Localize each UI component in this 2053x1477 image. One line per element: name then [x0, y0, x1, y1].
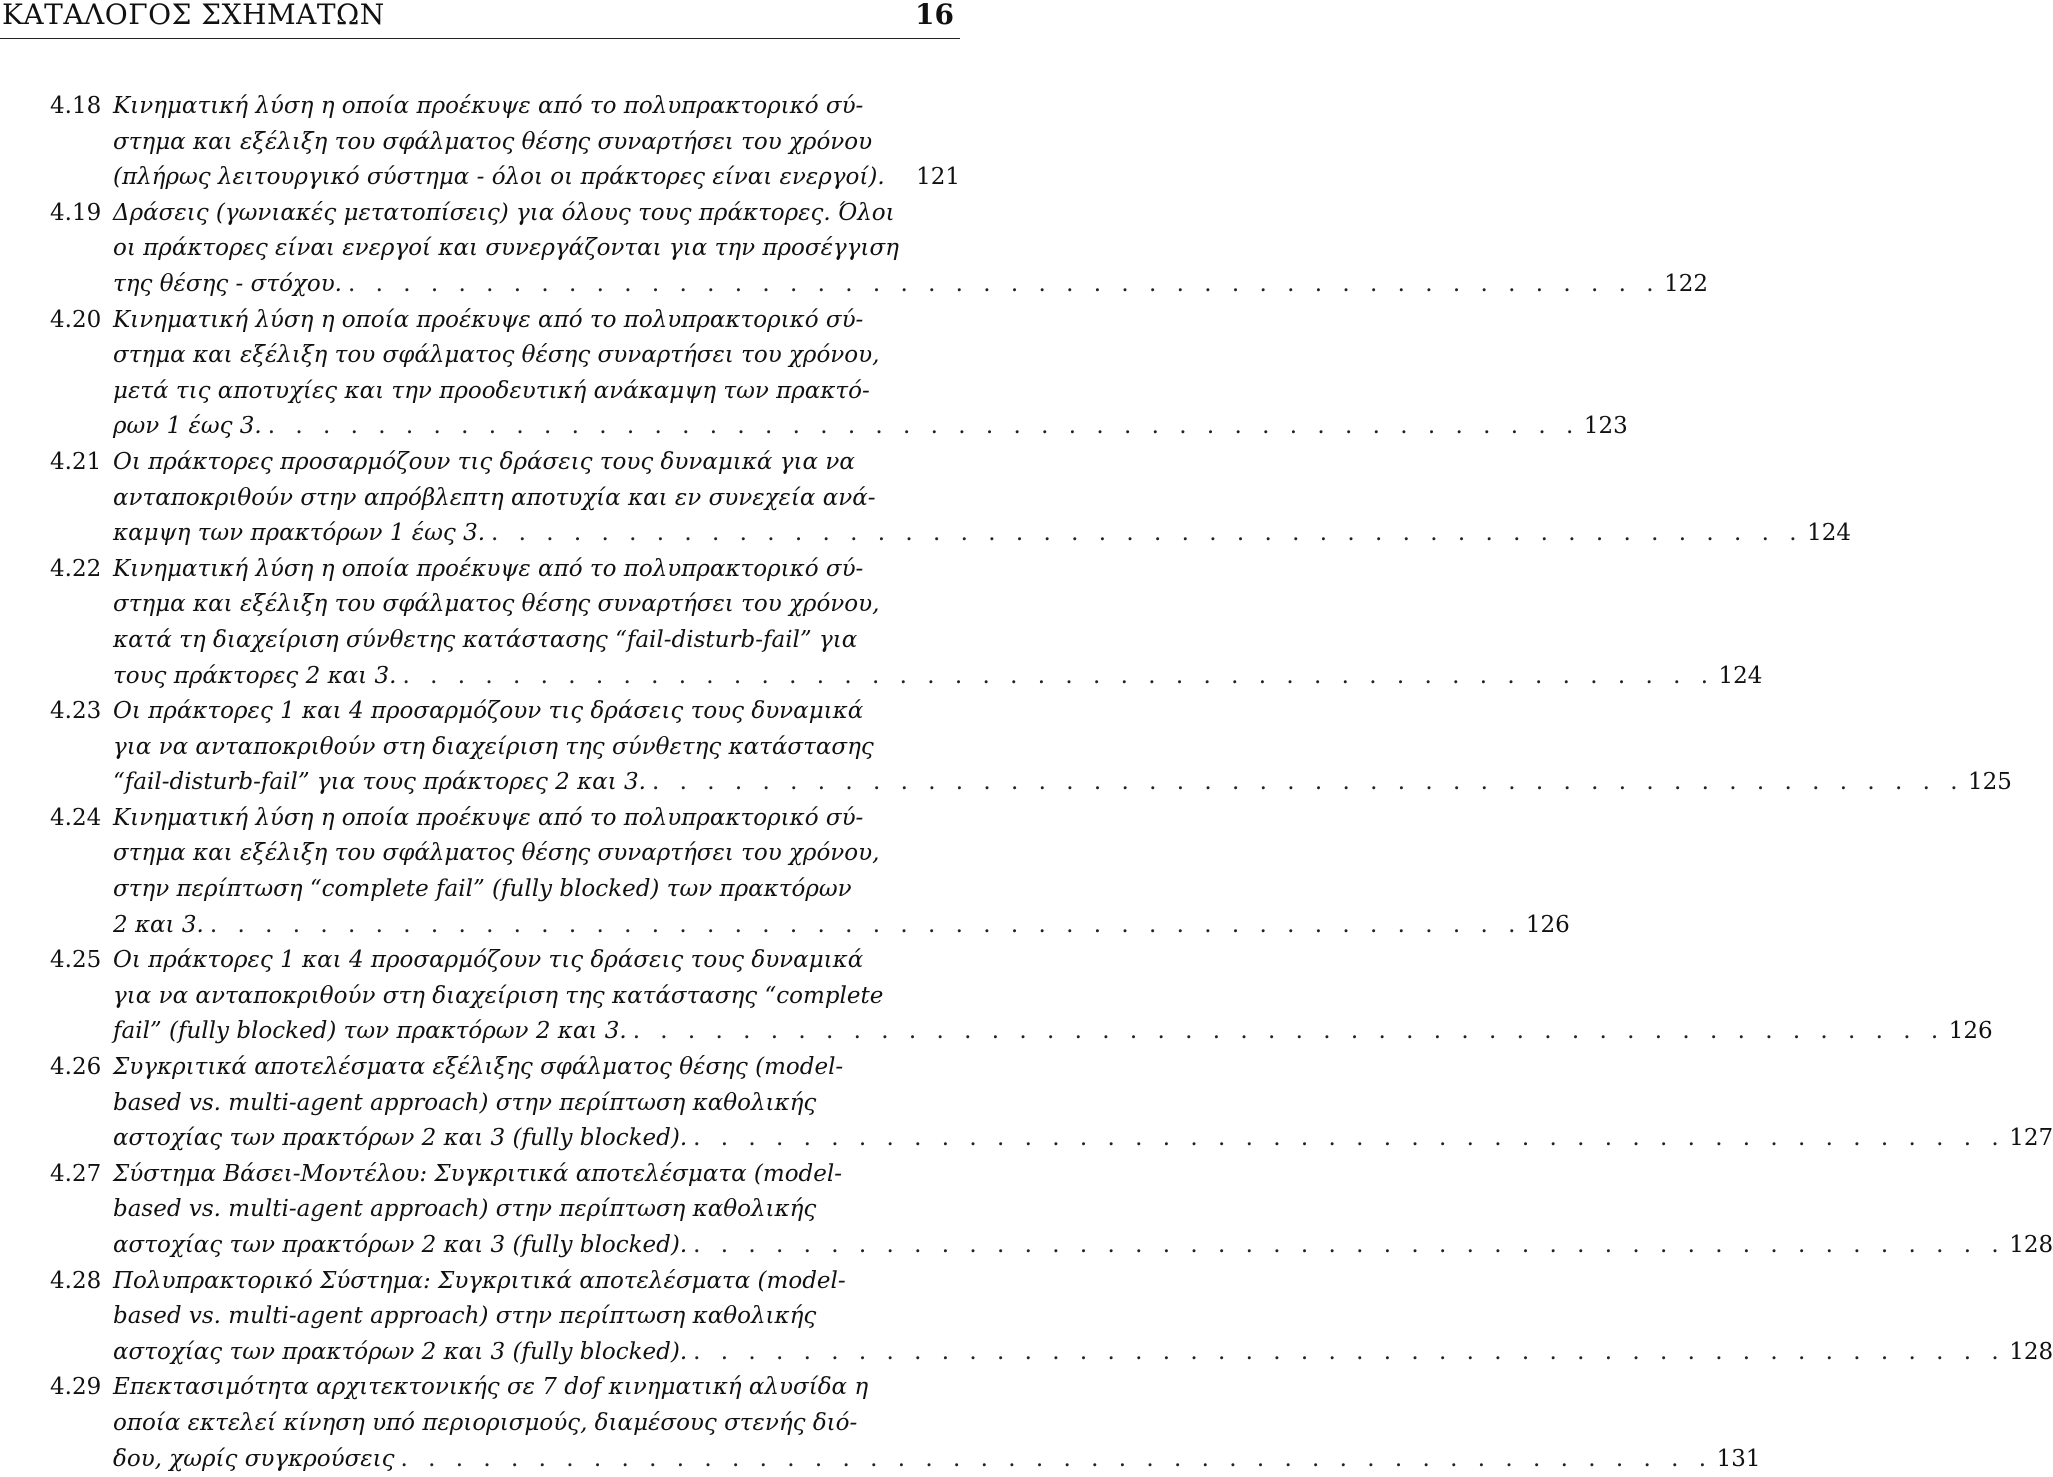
dot-leader: . . . . . . . . . . . . . . . . . . . . . . . . . . . . . . . . . . . . . . . . . . . . . . . .: [400, 1445, 1713, 1472]
figure-page-number[interactable]: 127: [2009, 1125, 2053, 1152]
figure-page-number[interactable]: 131: [1716, 1445, 1761, 1472]
figure-caption-line: based vs. multi-agent approach) στην περίπτωση καθολικής: [113, 1196, 817, 1223]
figure-caption-line: [113, 516, 1852, 552]
figure-number: 4.20: [50, 306, 102, 333]
dot-leader: . . . . . . . . . . . . . . . . . . . . . . . . . . . . . . . . . . . . . . . . . . . . . . . .: [491, 520, 1804, 547]
figure-number: 4.21: [50, 448, 102, 475]
page-header: [0, 0, 960, 34]
figure-entry[interactable]: [0, 1157, 2053, 1264]
figure-caption-line: based vs. multi-agent approach) στην περίπτωση καθολικής: [113, 1089, 817, 1116]
figure-caption-line: στημα και εξέλιξη του σφάλματος θέσης συναρτήσει του χρόνου,: [113, 591, 880, 618]
figure-page-number[interactable]: 122: [1664, 270, 1708, 297]
figure-caption-text: της θέσης - στόχου.: [113, 270, 342, 297]
figure-caption-text: δου, χωρίς συγκρούσεις: [113, 1445, 395, 1472]
figure-caption-line: οποία εκτελεί κίνηση υπό περιορισμούς, διαμέσους στενής διό-: [113, 1409, 858, 1436]
figure-caption-line: ανταποκριθούν στην απρόβλεπτη αποτυχία και εν συνεχεία ανά-: [113, 484, 876, 511]
figure-entry[interactable]: [0, 89, 960, 196]
figure-caption-line: στημα και εξέλιξη του σφάλματος θέσης συναρτήσει του χρόνου,: [113, 342, 880, 369]
figure-caption-line: Δράσεις (γωνιακές μετατοπίσεις) για όλους τους πράκτορες. Όλοι: [113, 199, 895, 226]
figure-caption-text: (πλήρως λειτουργικό σύστημα - όλοι οι πράκτορες είναι ενεργοί).: [113, 164, 885, 191]
figure-entry[interactable]: [0, 196, 1708, 303]
figure-caption-text: καμψη των πρακτόρων 1 έως 3.: [113, 520, 486, 547]
dot-leader: . . . . . . . . . . . . . . . . . . . . . . . . . . . . . . . . . . . . . . . . . . . . . . . .: [693, 1232, 2006, 1258]
figure-caption-text: αστοχίας των πρακτόρων 2 και 3 (fully blocked).: [113, 1125, 688, 1152]
figure-caption-text: fail” (fully blocked) των πρακτόρων 2 και 3.: [113, 1018, 627, 1045]
figure-entry[interactable]: [0, 943, 1993, 1050]
figure-page-number[interactable]: 124: [1807, 520, 1852, 547]
figure-entry[interactable]: [0, 801, 1570, 943]
figure-caption-line: Συγκριτικά αποτελέσματα εξέλιξης σφάλματος θέσης (model-: [113, 1054, 844, 1081]
figure-page-number[interactable]: 128: [2009, 1232, 2053, 1258]
figure-entry[interactable]: [0, 1050, 2053, 1157]
figure-caption-text: τους πράκτορες 2 και 3.: [113, 662, 397, 689]
figure-caption-line: Κινηματική λύση η οποία προέκυψε από το πολυπρακτορικό σύ-: [113, 306, 864, 333]
dot-leader: . . . . . . . . . . . . . . . . . . . . . . . . . . . . . . . . . . . . . . . . . . . . . . . .: [209, 911, 1522, 938]
figure-number: 4.25: [50, 947, 102, 974]
figure-number: 4.27: [50, 1160, 102, 1187]
dot-leader: . . . . . . . . . . . . . . . . . . . . . . . . . . . . . . . . . . . . . . . . . . . . . . . .: [651, 769, 1965, 796]
figure-number: 4.18: [50, 93, 102, 119]
figure-caption-line: κατά τη διαχείριση σύνθετης κατάστασης “fail-disturb-fail” για: [113, 626, 858, 653]
list-of-figures: [0, 89, 2053, 1477]
header-rule: [0, 38, 960, 39]
figure-page-number[interactable]: 125: [1968, 769, 2012, 796]
figure-entry[interactable]: [0, 303, 1628, 445]
figure-caption-line: μετά τις αποτυχίες και την προοδευτική ανάκαμψη των πρακτό-: [113, 377, 870, 404]
header-page-number: 16: [915, 0, 954, 31]
figure-page-number[interactable]: 128: [2009, 1338, 2053, 1365]
figure-caption-line: για να ανταποκριθούν στη διαχείριση της σύνθετης κατάστασης: [113, 733, 874, 760]
figure-caption-line: [113, 765, 2012, 801]
figure-caption-line: Οι πράκτορες 1 και 4 προσαρμόζουν τις δράσεις τους δυναμικά: [113, 947, 864, 974]
dot-leader: . . . . . . . . . . . . . . . . . . . . . . . . . . . . . . . . . . . . . . . . . . . . . . . .: [348, 270, 1661, 297]
figure-caption-line: για να ανταποκριθούν στη διαχείριση της κατάστασης “complete: [113, 982, 884, 1009]
figure-caption-line: στην περίπτωση “complete fail” (fully blocked) των πρακτόρων: [113, 876, 852, 903]
figure-caption-line: στημα και εξέλιξη του σφάλματος θέσης συναρτήσει του χρόνου: [113, 128, 873, 155]
header-title: ΚΑΤΑΛΟΓΟΣ ΣΧΗΜΑΤΩΝ: [2, 0, 385, 31]
figure-caption-line: Επεκτασιμότητα αρχιτεκτονικής σε 7 dof κινηματική αλυσίδα η: [113, 1374, 869, 1401]
figure-entry[interactable]: [0, 1264, 2053, 1371]
figure-caption-line: Οι πράκτορες 1 και 4 προσαρμόζουν τις δράσεις τους δυναμικά: [113, 698, 864, 725]
dot-leader: . . . . . . . . . . . . . . . . . . . . . . . . . . . . . . . . . . . . . . . . . . . . . . . .: [402, 662, 1715, 689]
figure-page-number[interactable]: 123: [1583, 413, 1628, 440]
figure-caption-line: [113, 908, 1570, 944]
figure-caption-line: [113, 1228, 2053, 1264]
figure-caption-text: ρων 1 έως 3.: [113, 413, 262, 440]
figure-caption-line: [113, 1442, 1761, 1477]
figure-caption-line: στημα και εξέλιξη του σφάλματος θέσης συναρτήσει του χρόνου,: [113, 840, 880, 867]
figure-caption-line: based vs. multi-agent approach) στην περίπτωση καθολικής: [113, 1303, 817, 1330]
figure-page-number[interactable]: 124: [1718, 662, 1763, 689]
figure-caption-line: οι πράκτορες είναι ενεργοί και συνεργάζονται για την προσέγγιση: [113, 235, 899, 262]
figure-caption-line: [113, 1335, 2053, 1371]
figure-caption-line: Κινηματική λύση η οποία προέκυψε από το πολυπρακτορικό σύ-: [113, 804, 864, 831]
figure-caption-text: αστοχίας των πρακτόρων 2 και 3 (fully blocked).: [113, 1232, 688, 1258]
figure-number: 4.19: [50, 199, 102, 226]
figure-caption-line: [113, 1121, 2053, 1157]
figure-page-number[interactable]: 121: [916, 164, 960, 191]
figure-caption-text: 2 και 3.: [113, 911, 204, 938]
figure-caption-line: [113, 409, 1628, 445]
figure-entry[interactable]: [0, 552, 1763, 694]
figure-caption-line: [113, 659, 1763, 695]
figure-caption-text: αστοχίας των πρακτόρων 2 και 3 (fully blocked).: [113, 1338, 688, 1365]
figure-caption-line: [113, 1014, 1993, 1050]
figure-caption-line: Κινηματική λύση η οποία προέκυψε από το πολυπρακτορικό σύ-: [113, 93, 864, 119]
dot-leader: . . . . . . . . . . . . . . . . . . . . . . . . . . . . . . . . . . . . . . . . . . . . . . . .: [632, 1018, 1945, 1045]
dot-leader: . . . . . . . . . . . . . . . . . . . . . . . . . . . . . . . . . . . . . . . . . . . . . . . .: [693, 1125, 2006, 1152]
figure-number: 4.26: [50, 1054, 102, 1081]
figure-page-number[interactable]: 126: [1948, 1018, 1993, 1045]
figure-number: 4.28: [50, 1267, 102, 1294]
figure-entry[interactable]: [0, 1370, 1761, 1477]
figure-caption-line: [113, 267, 1708, 303]
figure-page-number[interactable]: 126: [1525, 911, 1570, 938]
figure-entry[interactable]: [0, 694, 2012, 801]
figure-caption-line: Σύστημα Βάσει-Μοντέλου: Συγκριτικά αποτελέσματα (model-: [113, 1160, 843, 1187]
figure-caption-line: Πολυπρακτορικό Σύστημα: Συγκριτικά αποτελέσματα (model-: [113, 1267, 846, 1294]
figure-number: 4.29: [50, 1374, 102, 1401]
figure-caption-text: “fail-disturb-fail” για τους πράκτορες 2 και 3.: [113, 769, 646, 796]
figure-caption-line: Κινηματική λύση η οποία προέκυψε από το πολυπρακτορικό σύ-: [113, 555, 864, 582]
figure-number: 4.24: [50, 804, 102, 831]
figure-caption-line: [113, 160, 960, 196]
dot-leader: . . . . . . . . . . . . . . . . . . . . . . . . . . . . . . . . . . . . . . . . . . . . . . . .: [267, 413, 1580, 440]
figure-number: 4.23: [50, 698, 102, 725]
figure-caption-line: Οι πράκτορες προσαρμόζουν τις δράσεις τους δυναμικά για να: [113, 448, 855, 475]
figure-entry[interactable]: [0, 445, 1852, 552]
figure-number: 4.22: [50, 555, 102, 582]
dot-leader: . . . . . . . . . . . . . . . . . . . . . . . . . . . . . . . . . . . . . . . . . . . . . . . .: [693, 1338, 2006, 1365]
